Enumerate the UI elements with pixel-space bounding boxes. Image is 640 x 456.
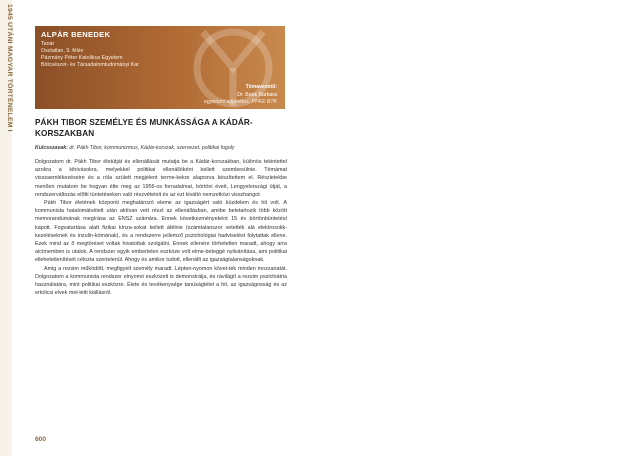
- keywords-line: [35, 145, 287, 151]
- supervisor-label: Témavezető:: [245, 84, 277, 90]
- keywords-list: dr. Pákh Tibor, kommunizmus, Kádár-korszak, szervezet, politikai fogoly: [69, 145, 235, 151]
- author-header: [35, 26, 285, 109]
- abstract-paragraph: Pákh Tibor életének központi meghatározó eleme az igazságért való küzdelem és hit volt. A kommunista hatalomátvételt után aktívan vett részt az ellenállásban, amibe beletartozik több között memorandumának megírása az ENSZ számára. Ennek következményeként 15 év börtönbüntetést kapott. Fogvatartása alatt fizikai kínza-sokat kellett átélnie (számtalanszor vetették alá elektrosokk-kezeléseknek és inzulin-kómának), és a rendszerre jellemző pszichológiai hadviselést folytattak ellene. Ezek mind az ő megtöréset voltak hivatottak szolgálni. Ennek ellenére törhetetlen maradt, ahogy arra alcímemben is utalok. A rendszer egyik embertelen eszköze volt elme-beteggé nyilvánítása, ami politikai ellehetetlenítését célozta szertelenül. Ahogy és amikor tudott, ellenállt az igazságtalanságoknak.: [35, 200, 287, 264]
- running-title: 1945 UTÁNI MAGYAR TÖRTÉNELEM I: [6, 4, 13, 132]
- keywords-label: Kulcsszavak:: [35, 145, 68, 151]
- article-title: PÁKH TIBOR SZEMÉLYE ÉS MUNKÁSSÁGA A KÁDÁR-KORSZAKBAN: [35, 118, 253, 138]
- author-program: Osztatlan, 9. félév: [41, 48, 84, 54]
- author-faculty: Bölcsészet- és Társadalomtudományi Kar: [41, 62, 139, 68]
- supervisor-affiliation: egyetemi adjunktus, PPKE BTK: [204, 99, 277, 105]
- side-strip: [0, 0, 12, 456]
- author-name: ALPÁR BENEDEK: [41, 30, 111, 39]
- abstract-paragraph: Dolgozatom dr. Pákh Tibor életútját és ellenállását mutatja be a Kádár-korszakban, különös tekintettel azokra a kihívásokra, melyekkel politikai ellenállóként kellett szembesülnie. Témámat visszaemlékezéseire és a róla születt megjelent terme-kekre alapozva készítettem el. Részletekbe menően mutatom be hogyan élte meg az 1956-os forradalmat, börtöni éveit, Lengyelországi útját, a rendszerváltozás előtti tüntetéseken való részvételeit és az ezt kiváltó nemzetközi visszhangot.: [35, 159, 287, 198]
- abstract-body: [35, 158, 287, 297]
- page-number: 600: [35, 436, 47, 443]
- abstract-paragraph: Amig a rezsim működött, megfigyelt személy maradt. Lépten-nyomon követ-ték minden mozzanatát. Dolgozatom a kommunista rendszer elnyomó eszközeit is demonstrálja, és rávilágít a rezsim pszichiátria használatára, mint politikai eszközre. Élete és tevékenysége tanúságtétel a hit, az igazságosság és az erkölcsi elvek mel-letti kiállásról.: [35, 265, 287, 297]
- author-university: Pázmány Péter Katolikus Egyetem: [41, 55, 123, 61]
- supervisor-name: Dr. Bank Barbara: [237, 92, 277, 98]
- author-role: Tanár: [41, 41, 55, 47]
